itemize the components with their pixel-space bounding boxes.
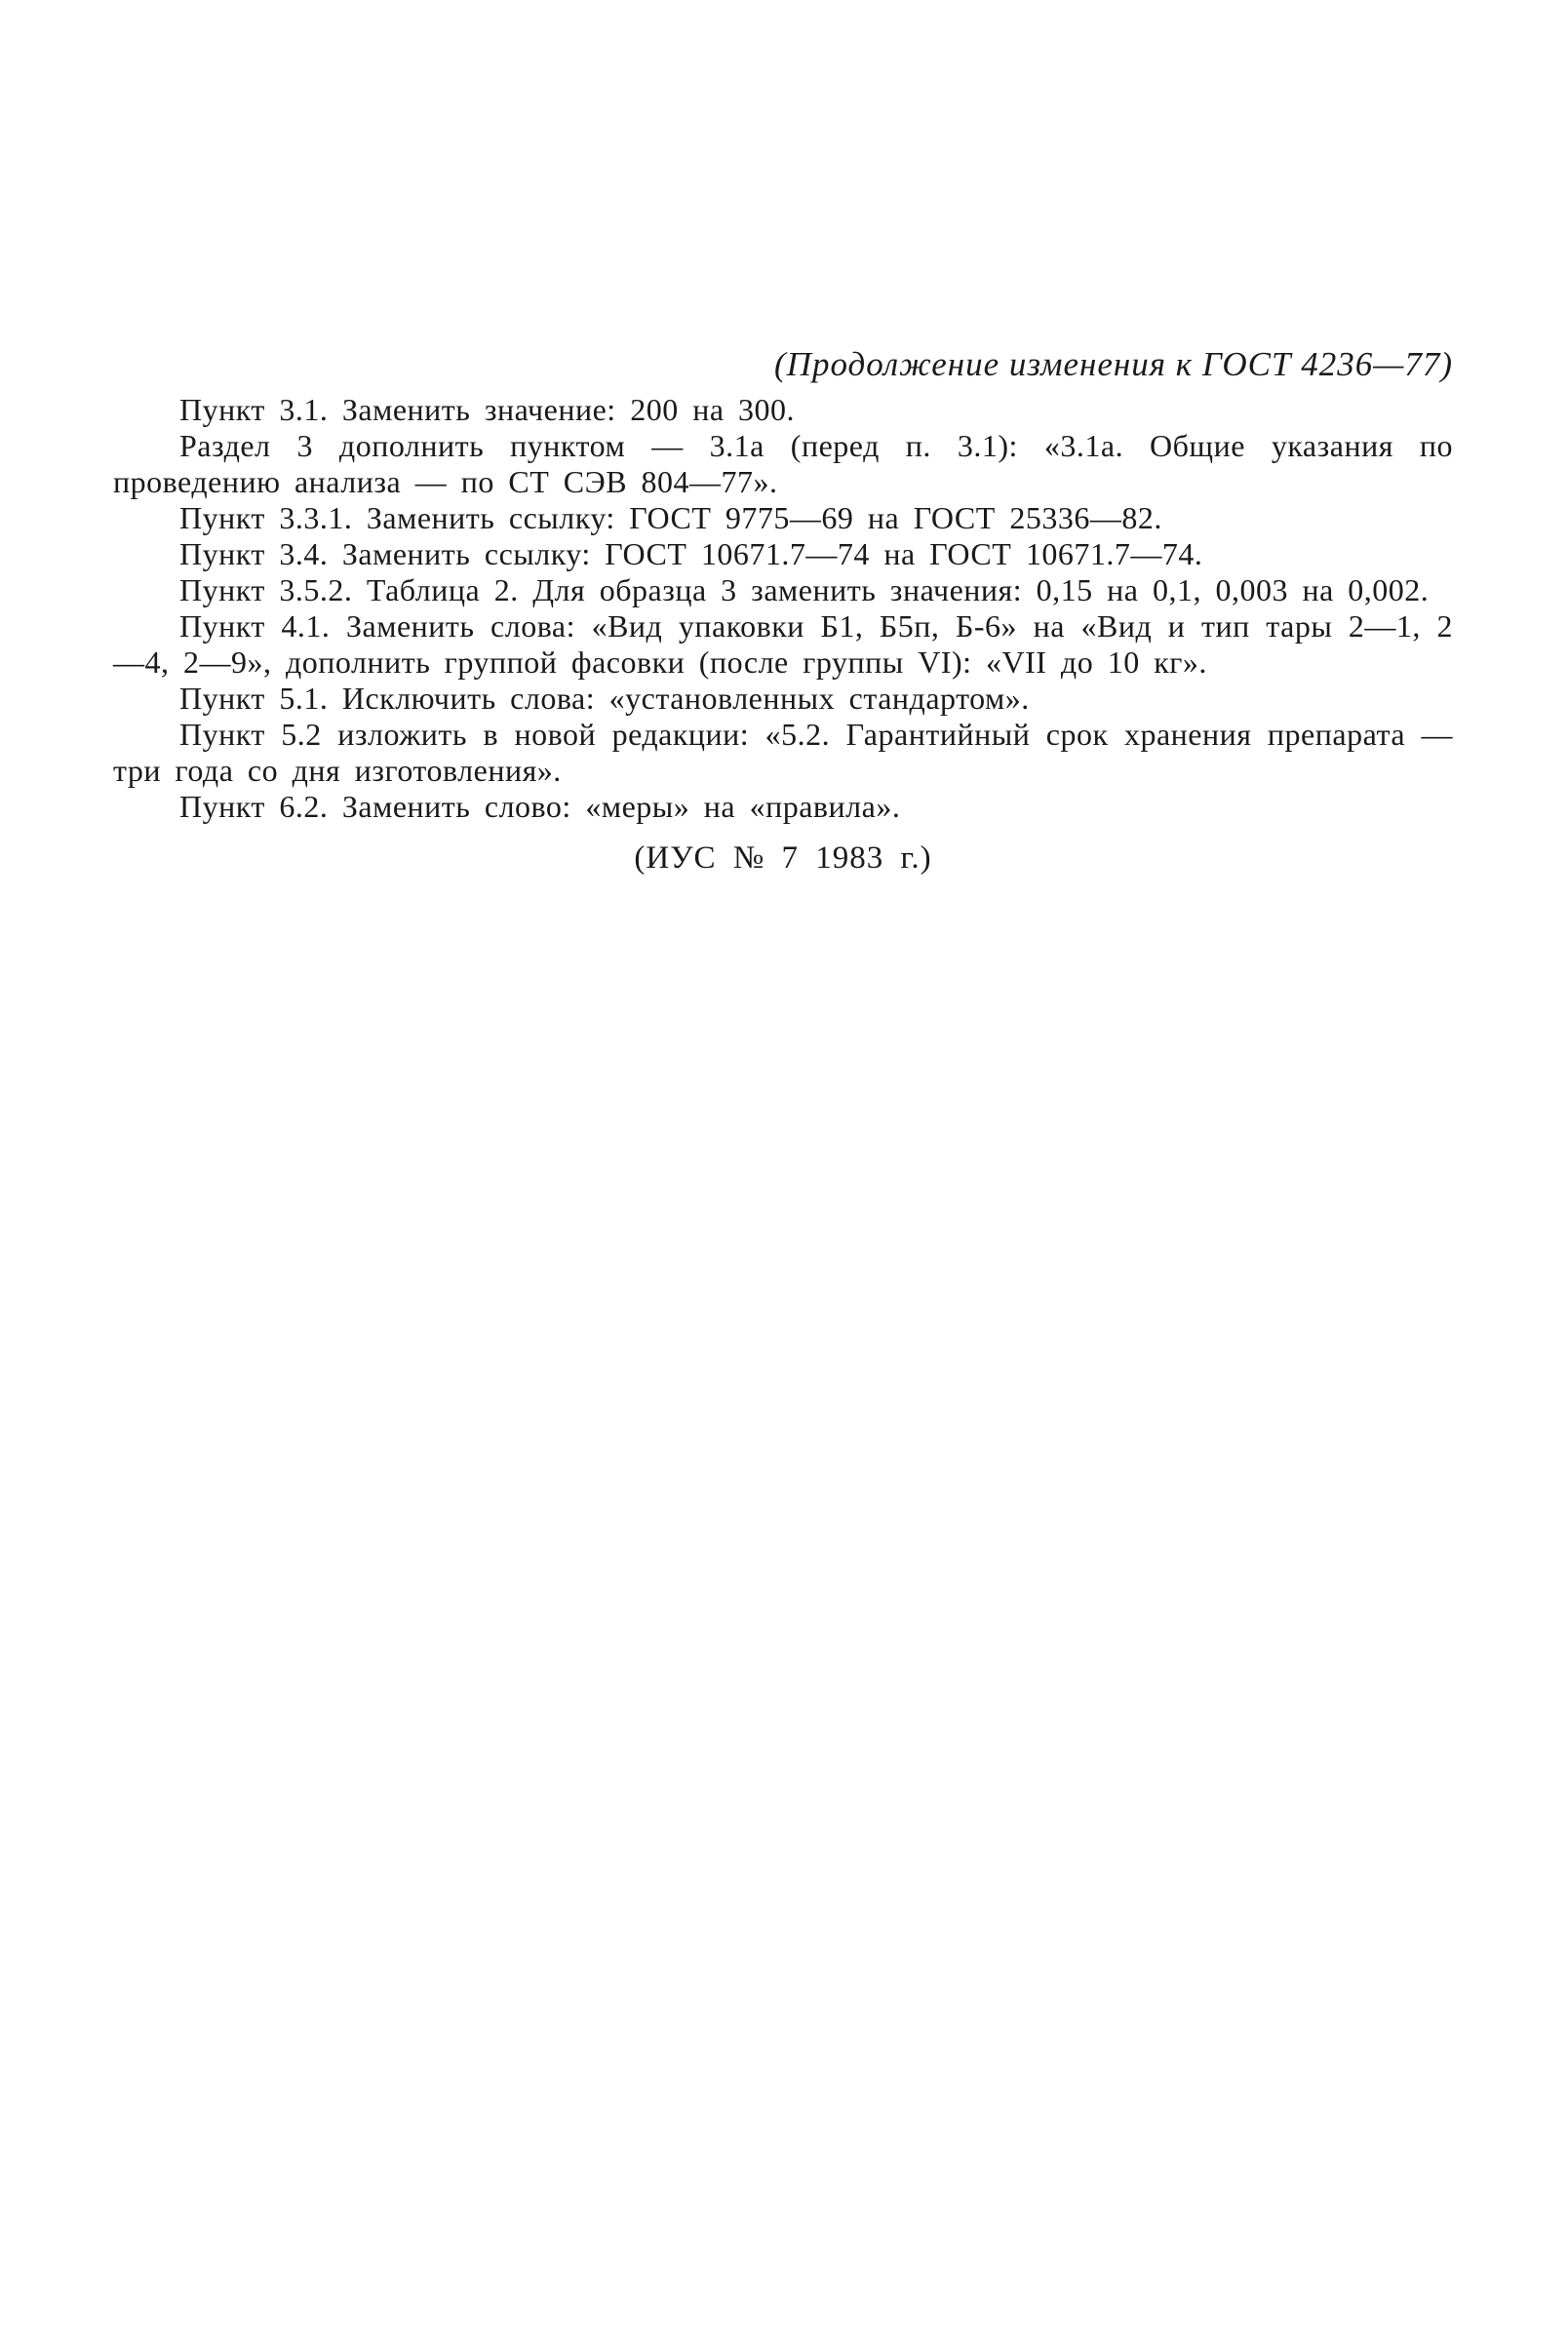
- amendment-item-3-5-2: Пункт 3.5.2. Таблица 2. Для образца 3 заменить значения: 0,15 на 0,1, 0,003 на 0,002.: [179, 572, 1430, 607]
- ius-reference: (ИУС № 7 1983 г.): [634, 840, 932, 876]
- amendment-item-3-4: Пункт 3.4. Заменить ссылку: ГОСТ 10671.7—74 на ГОСТ 10671.7—74.: [179, 536, 1203, 571]
- amendment-item-4-1: Пункт 4.1. Заменить слова: «Вид упаковки Б1, Б5п, Б-6» на «Вид и тип тары 2—1, 2—4, 2—9», дополнить группой фасовки (после группы VI): «VII до 10 кг».: [113, 608, 1453, 680]
- continuation-header: (Продолжение изменения к ГОСТ 4236—77): [774, 345, 1453, 383]
- document-body: [113, 343, 1453, 878]
- amendment-item-6-2: Пункт 6.2. Заменить слово: «меры» на «правила».: [179, 789, 901, 824]
- amendment-item-5-2: Пункт 5.2 изложить в новой редакции: «5.2. Гарантийный срок хранения препарата — три года со дня изготовления».: [113, 717, 1453, 788]
- amendment-item-3-1: Пункт 3.1. Заменить значение: 200 на 300.: [179, 392, 796, 427]
- amendment-section-3: Раздел 3 дополнить пунктом — 3.1а (перед п. 3.1): «3.1а. Общие указания по проведению анализа — по СТ СЭВ 804—77».: [113, 428, 1453, 499]
- amendment-item-5-1: Пункт 5.1. Исключить слова: «установленных стандартом».: [179, 681, 1030, 716]
- amendment-item-3-3-1: Пункт 3.3.1. Заменить ссылку: ГОСТ 9775—69 на ГОСТ 25336—82.: [179, 500, 1162, 535]
